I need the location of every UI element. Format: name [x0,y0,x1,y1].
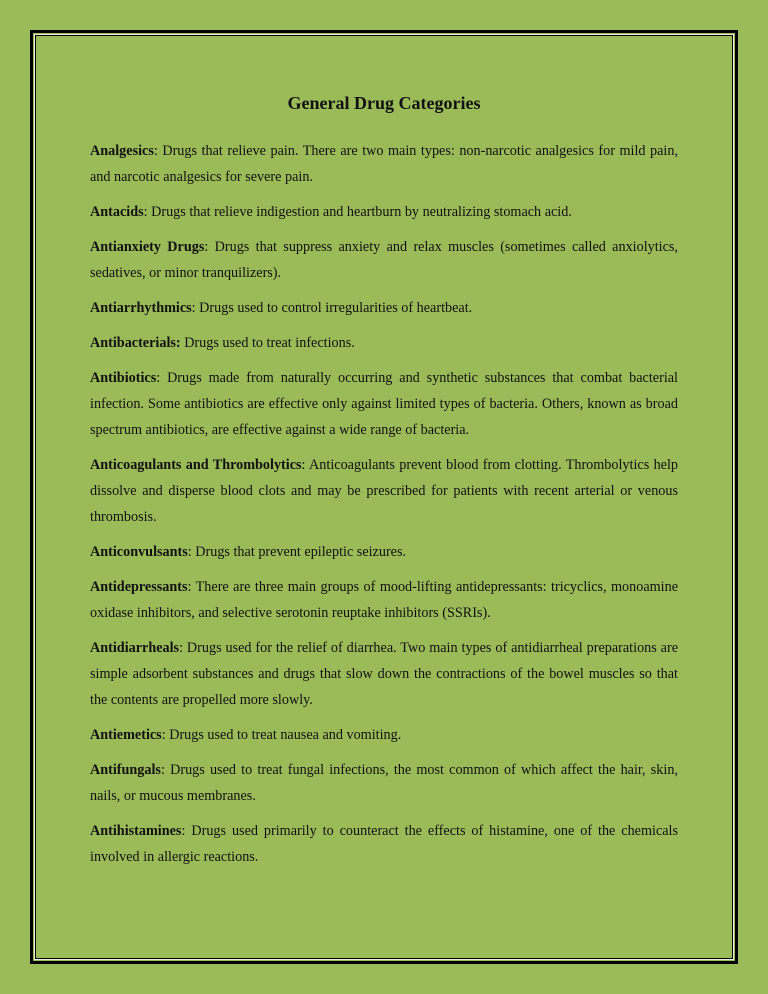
term-separator: : [179,640,184,656]
category-term: Antiarrhythmics [90,300,192,316]
term-separator: : [204,239,209,255]
category-term: Analgesics [90,143,154,159]
drug-category-entry [90,234,678,286]
category-term: Antiemetics [90,727,162,743]
category-description: Drugs that prevent epileptic seizures. [191,544,407,560]
category-term: Antibacterials: [90,335,181,351]
document-body [90,90,678,879]
category-term: Anticonvulsants [90,544,188,560]
term-separator: : [153,143,158,159]
term-separator: : [160,762,165,778]
category-term: Antihistamines [90,823,182,839]
drug-category-entry [90,295,678,321]
category-description: Drugs used to treat nausea and vomiting. [165,727,402,743]
category-description: Drugs used to control irregularities of heartbeat. [195,300,473,316]
category-description: Drugs used for the relief of diarrhea. Two main types of antidiarrheal preparations are simple adsorbent substances and drugs that slow down the contractions of the bowel muscles so that the contents are propelled more slowly. [90,640,678,708]
category-description: Drugs that relieve indigestion and heartburn by neutralizing stomach acid. [147,204,572,220]
page-title: General Drug Categories [287,93,481,113]
category-description: Drugs used to treat fungal infections, the most common of which affect the hair, skin, nails, or mucous membranes. [90,762,678,804]
category-term: Antibiotics [90,370,157,386]
category-description: Drugs made from naturally occurring and synthetic substances that combat bacterial infection. Some antibiotics are effective only against limited types of bacteria. Others, known as broad spectrum antibiotics, are effective against a wide range of bacteria. [90,370,678,438]
category-description: Drugs used to treat infections. [180,335,355,351]
drug-category-entry [90,199,678,225]
category-description: Drugs that relieve pain. There are two main types: non-narcotic analgesics for mild pain, and narcotic analgesics for severe pain. [90,143,678,185]
term-separator: : [143,204,148,220]
category-term: Antidiarrheals [90,640,180,656]
category-description: Drugs that suppress anxiety and relax muscles (sometimes called anxiolytics, sedatives, or minor tranquilizers). [90,239,678,281]
term-separator: : [301,457,306,473]
drug-category-entry [90,818,678,870]
term-separator: : [181,823,186,839]
category-description: There are three main groups of mood-lifting antidepressants: tricyclics, monoamine oxidase inhibitors, and selective serotonin reuptake inhibitors (SSRIs). [90,579,678,621]
category-term: Antianxiety Drugs [90,239,205,255]
drug-category-entry [90,635,678,713]
term-separator: : [161,727,166,743]
drug-category-entry [90,574,678,626]
category-term: Antidepressants [90,579,188,595]
entry-list [90,138,678,870]
drug-category-entry [90,539,678,565]
term-separator: : [191,300,196,316]
drug-category-entry [90,722,678,748]
drug-category-entry [90,757,678,809]
drug-category-entry [90,452,678,530]
category-term: Anticoagulants and Thrombolytics [90,457,302,473]
category-term: Antacids [90,204,144,220]
drug-category-entry [90,330,678,356]
category-description: Anticoagulants prevent blood from clotting. Thrombolytics help dissolve and disperse blood clots and may be prescribed for patients with recent arterial or venous thrombosis. [90,457,678,525]
term-separator: : [187,579,192,595]
category-description: Drugs used primarily to counteract the effects of histamine, one of the chemicals involved in allergic reactions. [90,823,678,865]
category-term: Antifungals [90,762,161,778]
term-separator: : [187,544,192,560]
drug-category-entry [90,365,678,443]
drug-category-entry [90,138,678,190]
term-separator: : [156,370,161,386]
